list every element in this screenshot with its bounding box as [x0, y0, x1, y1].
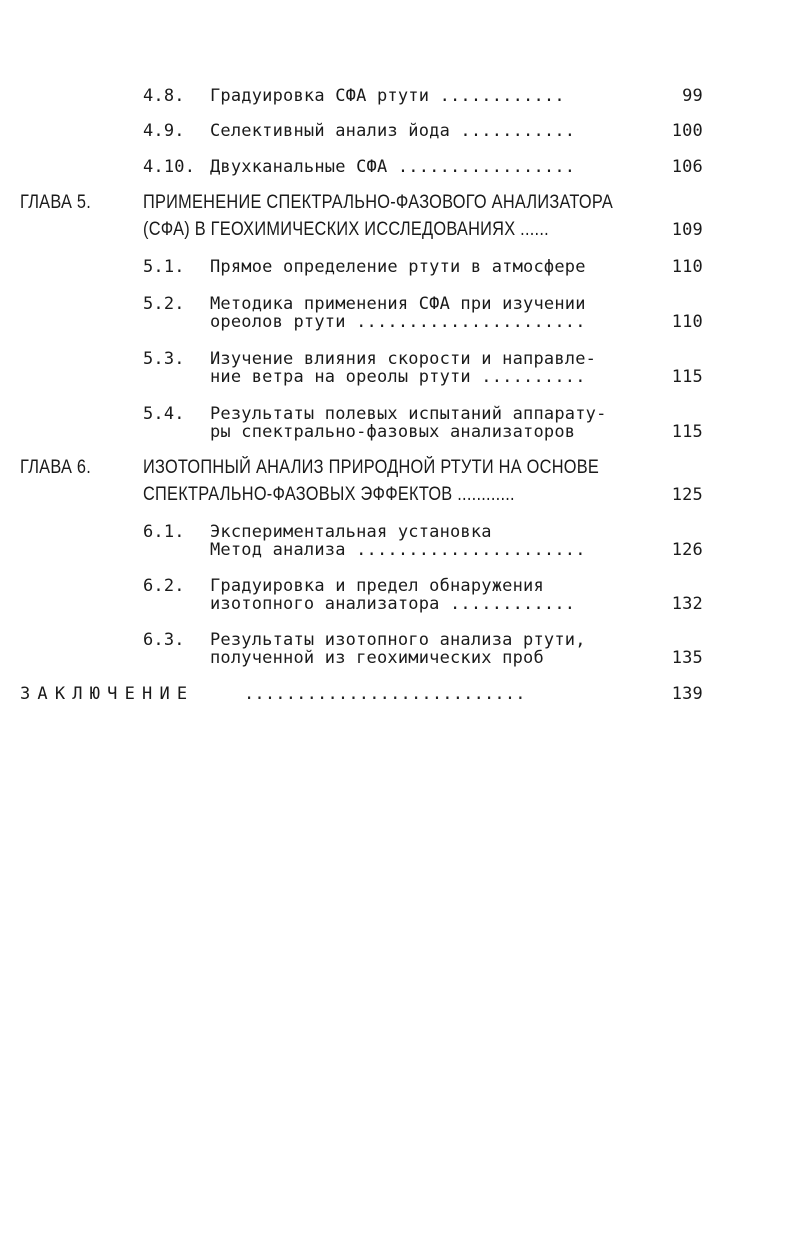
toc-section-title: Экспериментальная установка — [210, 522, 492, 542]
toc-section-title-cont: ние ветра на ореолы ртути .......... — [210, 367, 586, 387]
toc-page-number: 109 — [671, 220, 703, 240]
toc-chapter-title: ПРИМЕНЕНИЕ СПЕКТРАЛЬНО-ФАЗОВОГО АНАЛИЗАТОРА — [143, 192, 614, 213]
toc-conclusion-label: ЗАКЛЮЧЕНИЕ — [20, 684, 195, 704]
toc-section-title: Методика применения СФА при изучении — [210, 294, 586, 314]
toc-section-number: 5.4. — [143, 404, 185, 424]
toc-section-title-cont: Метод анализа ...................... — [210, 540, 586, 560]
toc-section-title: Результаты полевых испытаний аппарату- — [210, 404, 607, 424]
toc-page-number: 110 — [671, 312, 703, 332]
toc-page-number: 110 — [671, 257, 703, 277]
toc-section-title: Результаты изотопного анализа ртути, — [210, 630, 586, 650]
toc-page-number: 139 — [671, 684, 703, 704]
toc-chapter-label: ГЛАВА 6. — [20, 457, 92, 478]
toc-page-number: 115 — [671, 367, 703, 387]
toc-page-number: 135 — [671, 648, 703, 668]
toc-section-number: 5.1. — [143, 257, 185, 277]
toc-page-number: 99 — [682, 86, 703, 106]
toc-section-number: 4.10. — [143, 157, 196, 177]
toc-page-number: 115 — [671, 422, 703, 442]
toc-section-title: Изучение влияния скорости и направле- — [210, 349, 597, 369]
toc-section-number: 5.3. — [143, 349, 185, 369]
toc-section-number: 6.3. — [143, 630, 185, 650]
toc-section-title: Селективный анализ йода ........... — [210, 121, 576, 141]
toc-section-number: 6.2. — [143, 576, 185, 596]
toc-section-title: Градуировка и предел обнаружения — [210, 576, 544, 596]
toc-page-number: 126 — [671, 540, 703, 560]
toc-page-number: 106 — [671, 157, 703, 177]
toc-page-number: 125 — [671, 485, 703, 505]
toc-section-title-cont: изотопного анализатора ............ — [210, 594, 576, 614]
toc-section-number: 5.2. — [143, 294, 185, 314]
toc-chapter-title-cont: (СФА) В ГЕОХИМИЧЕСКИХ ИССЛЕДОВАНИЯХ ...... — [143, 219, 549, 240]
toc-section-title-cont: ореолов ртути ...................... — [210, 312, 586, 332]
toc-section-number: 6.1. — [143, 522, 185, 542]
toc-section-title-cont: полученной из геохимических проб — [210, 648, 544, 668]
toc-chapter-title: ИЗОТОПНЫЙ АНАЛИЗ ПРИРОДНОЙ РТУТИ НА ОСНОВЕ — [143, 457, 600, 478]
toc-section-title: Двухканальные СФА ................. — [210, 157, 576, 177]
toc-chapter-label: ГЛАВА 5. — [20, 192, 92, 213]
toc-page-number: 100 — [671, 121, 703, 141]
toc-section-number: 4.8. — [143, 86, 185, 106]
toc-section-title: Прямое определение ртути в атмосфере — [210, 257, 586, 277]
toc-section-number: 4.9. — [143, 121, 185, 141]
toc-chapter-title-cont: СПЕКТРАЛЬНО-ФАЗОВЫХ ЭФФЕКТОВ ............ — [143, 484, 515, 505]
toc-section-title-cont: ры спектрально-фазовых анализаторов — [210, 422, 576, 442]
toc-page-number: 132 — [671, 594, 703, 614]
toc-section-title: Градуировка СФА ртути ............ — [210, 86, 565, 106]
toc-conclusion-leader: ........................... — [244, 684, 526, 704]
